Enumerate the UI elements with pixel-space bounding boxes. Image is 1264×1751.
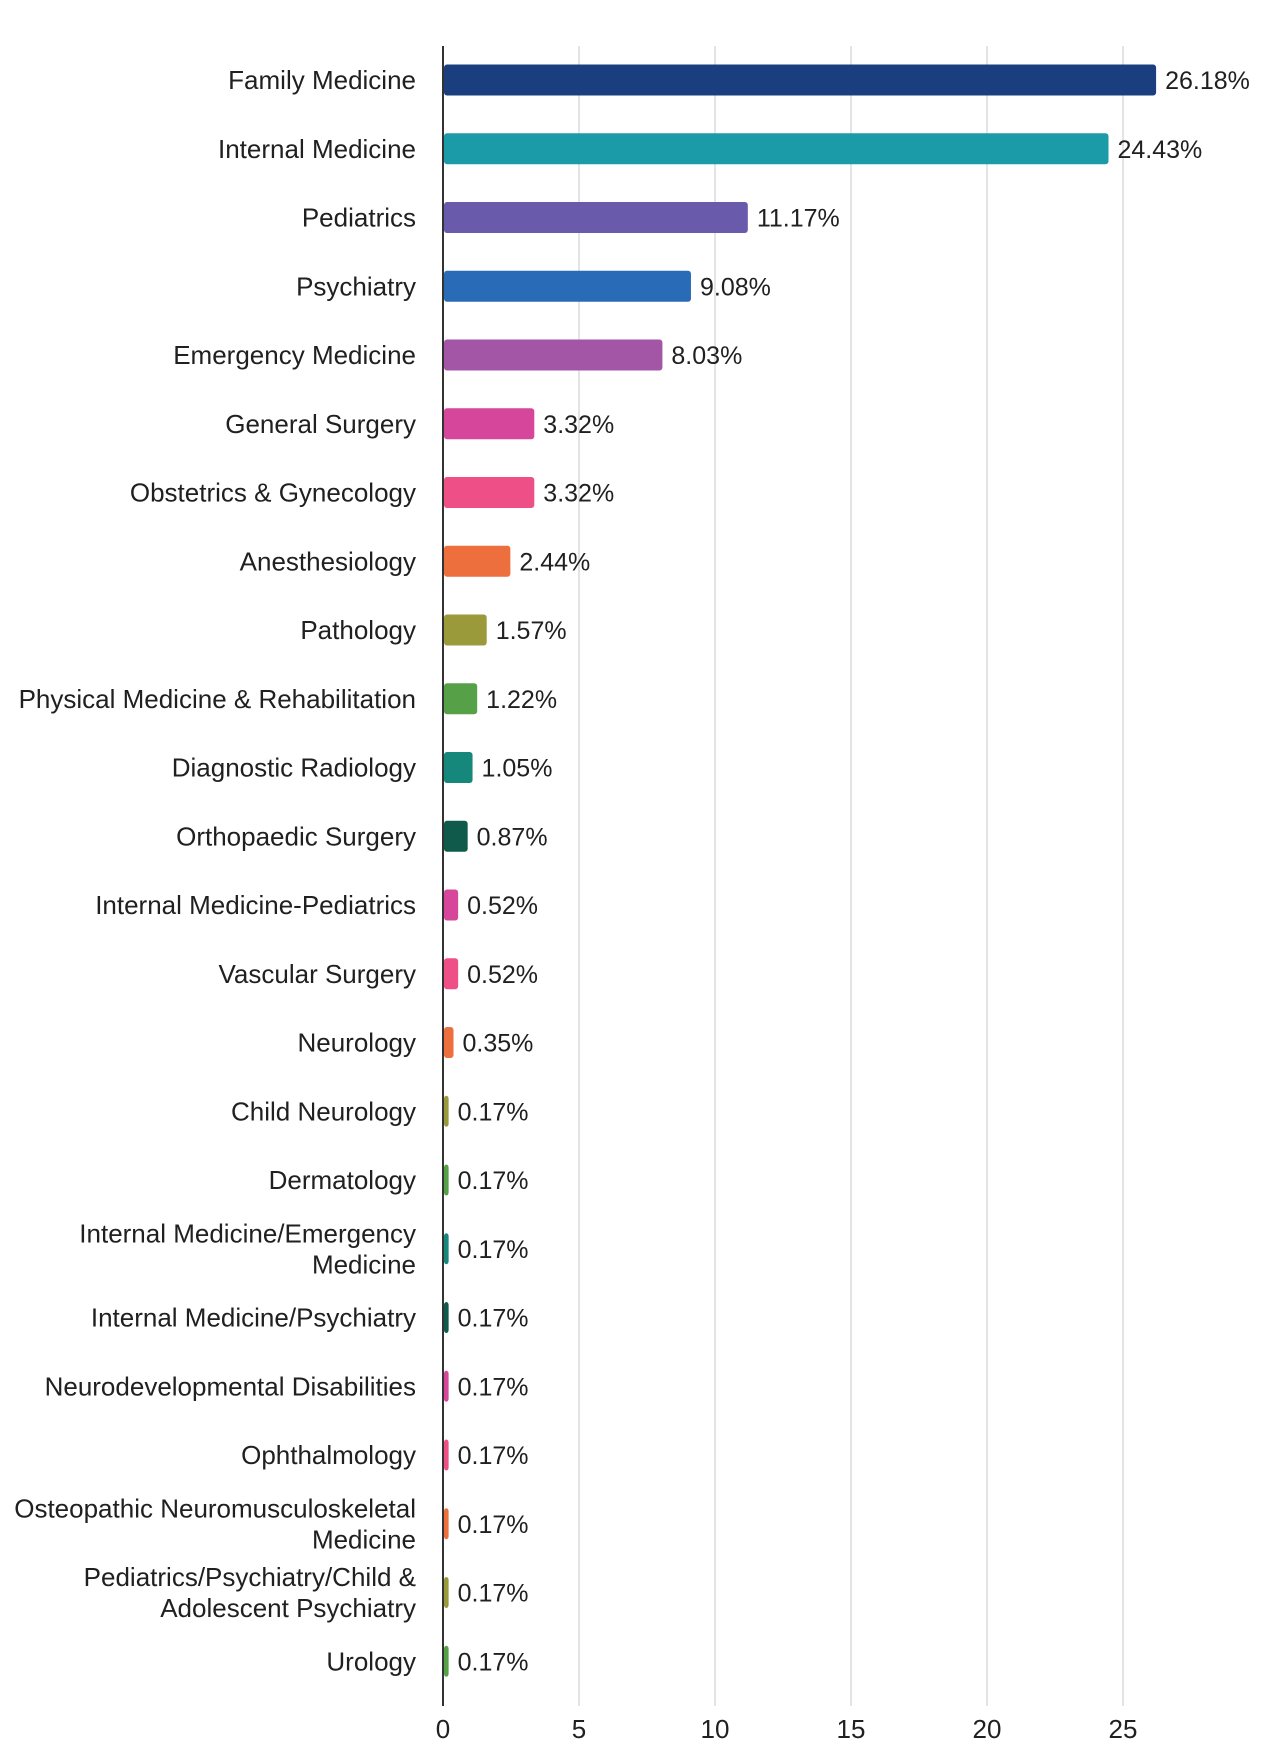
bar — [444, 821, 468, 852]
category-label: Vascular Surgery — [218, 958, 416, 989]
category-label: Osteopathic Neuromusculoskeletal Medicine — [14, 1493, 416, 1555]
category-label: Obstetrics & Gynecology — [129, 477, 416, 508]
x-tick-label: 15 — [836, 1714, 866, 1744]
value-label: 0.17% — [457, 1579, 529, 1608]
bar — [444, 1233, 449, 1264]
value-label: 3.32% — [543, 410, 615, 439]
category-label: Internal Medicine/Emergency Medicine — [79, 1218, 416, 1280]
bar — [444, 958, 458, 989]
x-tick-labels — [436, 1714, 1138, 1744]
category-label: Internal Medicine-Pediatrics — [95, 890, 416, 920]
bar — [444, 340, 662, 371]
category-label: Orthopaedic Surgery — [176, 821, 416, 852]
bar — [444, 271, 691, 302]
value-label: 0.17% — [457, 1098, 529, 1127]
value-label: 0.17% — [457, 1235, 529, 1264]
bar — [444, 615, 487, 646]
value-label: 11.17% — [756, 204, 840, 233]
value-label: 0.17% — [457, 1304, 529, 1333]
bars — [444, 65, 1156, 1677]
category-label: Pathology — [300, 615, 416, 645]
category-label: Urology — [326, 1646, 416, 1677]
value-label: 0.17% — [457, 1648, 529, 1677]
value-label: 1.57% — [495, 617, 567, 645]
category-label: Pediatrics — [301, 202, 416, 233]
category-label: Dermatology — [268, 1165, 416, 1195]
category-label: Pediatrics/Psychiatry/Child & Adolescent Psychiatry — [83, 1562, 416, 1623]
category-label: General Surgery — [225, 408, 416, 439]
value-label: 24.43% — [1117, 135, 1203, 164]
value-label: 0.17% — [457, 1373, 529, 1402]
bar — [444, 1646, 449, 1677]
bar — [444, 477, 534, 508]
value-label: 0.52% — [467, 892, 539, 920]
value-label: 0.35% — [462, 1029, 534, 1058]
bar — [444, 1577, 449, 1608]
x-tick-label: 10 — [700, 1714, 730, 1744]
value-label: 1.05% — [481, 754, 553, 783]
x-tick-label: 5 — [571, 1714, 587, 1744]
bar — [444, 1440, 449, 1471]
category-label: Child Neurology — [231, 1096, 416, 1127]
bar — [444, 202, 748, 233]
value-label: 8.03% — [671, 342, 743, 370]
bar — [444, 1508, 449, 1539]
bar — [444, 1096, 449, 1127]
category-label: Family Medicine — [228, 65, 416, 95]
category-label: Emergency Medicine — [173, 340, 416, 370]
category-label: Physical Medicine & Rehabilitation — [18, 683, 416, 714]
value-label: 0.17% — [457, 1510, 529, 1539]
category-label: Ophthalmology — [241, 1440, 416, 1470]
bar — [444, 890, 458, 921]
bar — [444, 408, 534, 439]
value-label: 0.17% — [457, 1442, 529, 1470]
category-label: Anesthesiology — [239, 546, 416, 577]
category-label: Psychiatry — [296, 271, 416, 302]
bar — [444, 1165, 449, 1196]
bar — [444, 1302, 449, 1333]
bar — [444, 752, 473, 783]
category-labels — [14, 65, 416, 1676]
x-tick-label: 0 — [435, 1714, 451, 1744]
category-label: Internal Medicine/Psychiatry — [90, 1302, 416, 1333]
category-label: Neurodevelopmental Disabilities — [44, 1371, 416, 1402]
category-label: Diagnostic Radiology — [171, 752, 416, 783]
bar — [444, 133, 1108, 164]
value-label: 26.18% — [1165, 67, 1250, 95]
value-label: 0.17% — [457, 1167, 529, 1195]
value-label: 9.08% — [699, 273, 771, 302]
value-label: 3.32% — [543, 479, 615, 508]
value-label: 2.44% — [519, 548, 591, 577]
bar — [444, 683, 477, 714]
x-tick-label: 20 — [972, 1714, 1002, 1744]
value-labels — [458, 67, 1250, 1676]
bar — [444, 546, 510, 577]
value-label: 0.87% — [476, 823, 548, 852]
category-label: Neurology — [297, 1027, 416, 1058]
bar — [444, 1371, 449, 1402]
category-label: Internal Medicine — [218, 133, 416, 164]
x-tick-label: 25 — [1108, 1714, 1138, 1744]
bar — [444, 1027, 454, 1058]
value-label: 0.52% — [467, 960, 539, 989]
bar — [444, 65, 1156, 96]
value-label: 1.22% — [486, 685, 558, 714]
